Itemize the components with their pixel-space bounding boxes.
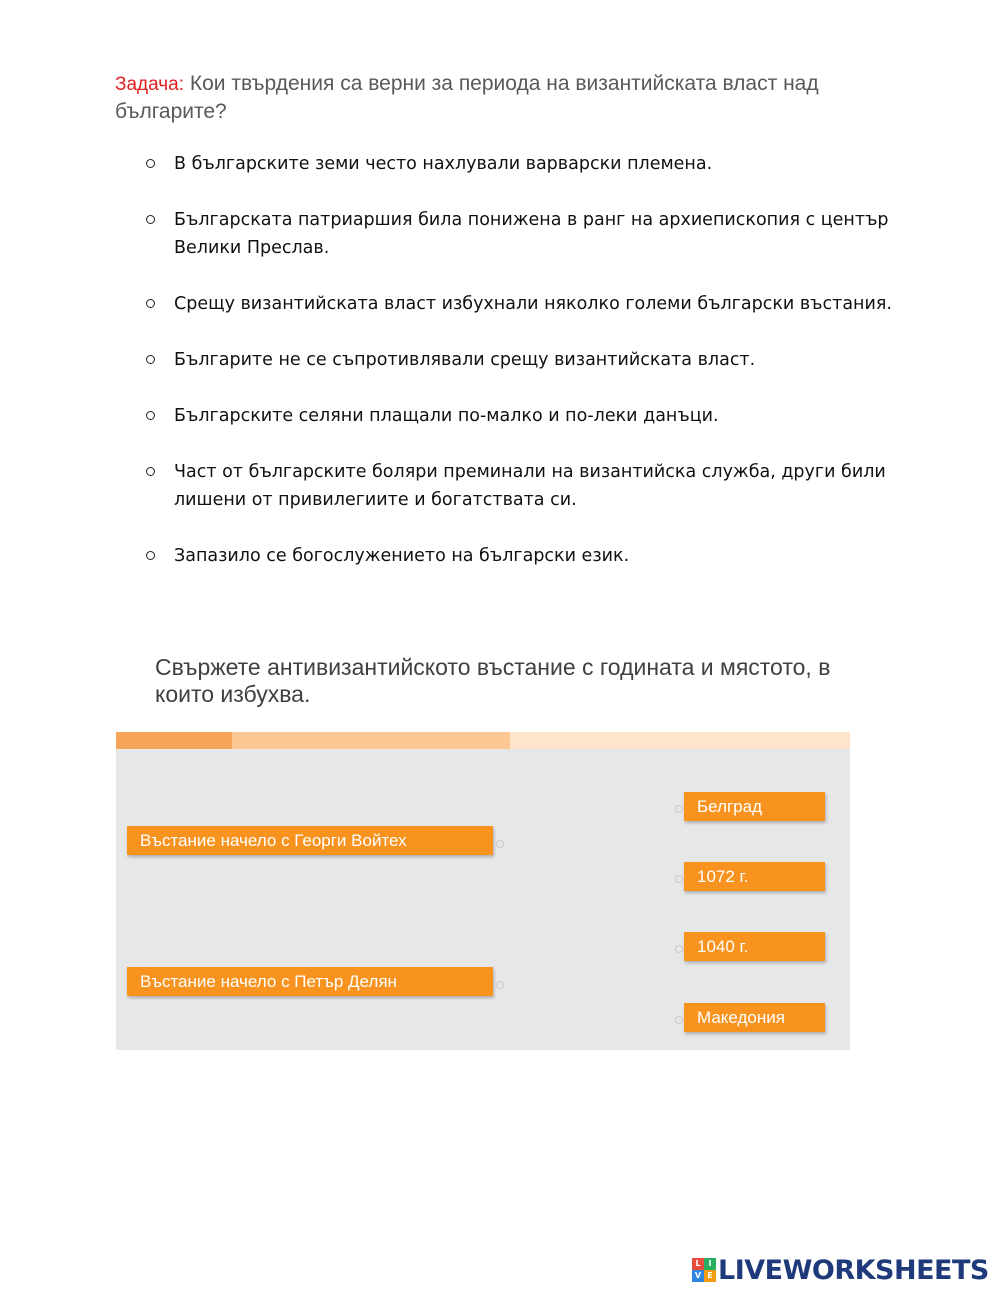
connector-dot-left-1[interactable] [496, 840, 504, 848]
matching-panel [116, 732, 850, 1050]
logo-letter-e: E [704, 1270, 716, 1282]
logo-text: LIVEWORKSHEETS [718, 1254, 989, 1286]
right-tile-1072[interactable]: 1072 г. [684, 862, 825, 891]
logo-letter-l: L [692, 1258, 704, 1270]
right-tile-macedonia[interactable]: Македония [684, 1003, 825, 1032]
right-tile-belgrade[interactable]: Белград [684, 792, 825, 821]
connector-dot-right-2[interactable] [675, 875, 683, 883]
statement-option-4[interactable] [145, 346, 925, 374]
connector-dot-left-2[interactable] [496, 981, 504, 989]
connector-dot-right-4[interactable] [675, 1016, 683, 1024]
statement-text: Запазило се богослужението на български език. [174, 546, 630, 566]
progress-segment-2 [232, 732, 510, 749]
circle-bullet-icon[interactable] [146, 215, 155, 224]
task-question: Кои твърдения са верни за периода на византийската власт над българите? [115, 72, 819, 123]
progress-segment-3 [510, 732, 850, 749]
progress-segment-1 [116, 732, 232, 749]
statement-list [145, 150, 925, 598]
statement-text: Българските селяни плащали по-малко и по-леки данъци. [174, 406, 719, 426]
statement-text: Българската патриаршия била понижена в ранг на архиепископия с център Велики Преслав. [174, 210, 889, 258]
liveworksheets-logo-icon [692, 1258, 716, 1282]
statement-option-1[interactable] [145, 150, 925, 178]
right-tile-1040[interactable]: 1040 г. [684, 932, 825, 961]
circle-bullet-icon[interactable] [146, 551, 155, 560]
statement-option-7[interactable] [145, 542, 925, 570]
circle-bullet-icon[interactable] [146, 299, 155, 308]
circle-bullet-icon[interactable] [146, 355, 155, 364]
statement-text: Българите не се съпротивлявали срещу византийската власт. [174, 350, 756, 370]
circle-bullet-icon[interactable] [146, 411, 155, 420]
statement-text: Срещу византийската власт избухнали няколко големи български въстания. [174, 294, 892, 314]
statement-option-2[interactable] [145, 206, 925, 262]
statement-option-6[interactable] [145, 458, 925, 514]
logo-letter-i: I [704, 1258, 716, 1270]
left-tile-delyan[interactable]: Въстание начело с Петър Делян [127, 967, 493, 996]
task-heading [115, 70, 915, 125]
liveworksheets-logo [692, 1255, 989, 1285]
statement-text: Част от българските боляри преминали на византийска служба, други били лишени от привилегиите и богатствата си. [174, 462, 886, 510]
left-tile-voytekh[interactable]: Въстание начело с Георги Войтех [127, 826, 493, 855]
statement-option-3[interactable] [145, 290, 925, 318]
connector-dot-right-3[interactable] [675, 945, 683, 953]
connector-dot-right-1[interactable] [675, 805, 683, 813]
statement-text: В българските земи често нахлували варварски племена. [174, 154, 713, 174]
logo-letter-v: V [692, 1270, 704, 1282]
circle-bullet-icon[interactable] [146, 159, 155, 168]
circle-bullet-icon[interactable] [146, 467, 155, 476]
task-label: Задача: [115, 74, 185, 95]
statement-option-5[interactable] [145, 402, 925, 430]
matching-instruction: Свържете антивизантийското въстание с годината и мястото, в които избухва. [155, 654, 831, 707]
